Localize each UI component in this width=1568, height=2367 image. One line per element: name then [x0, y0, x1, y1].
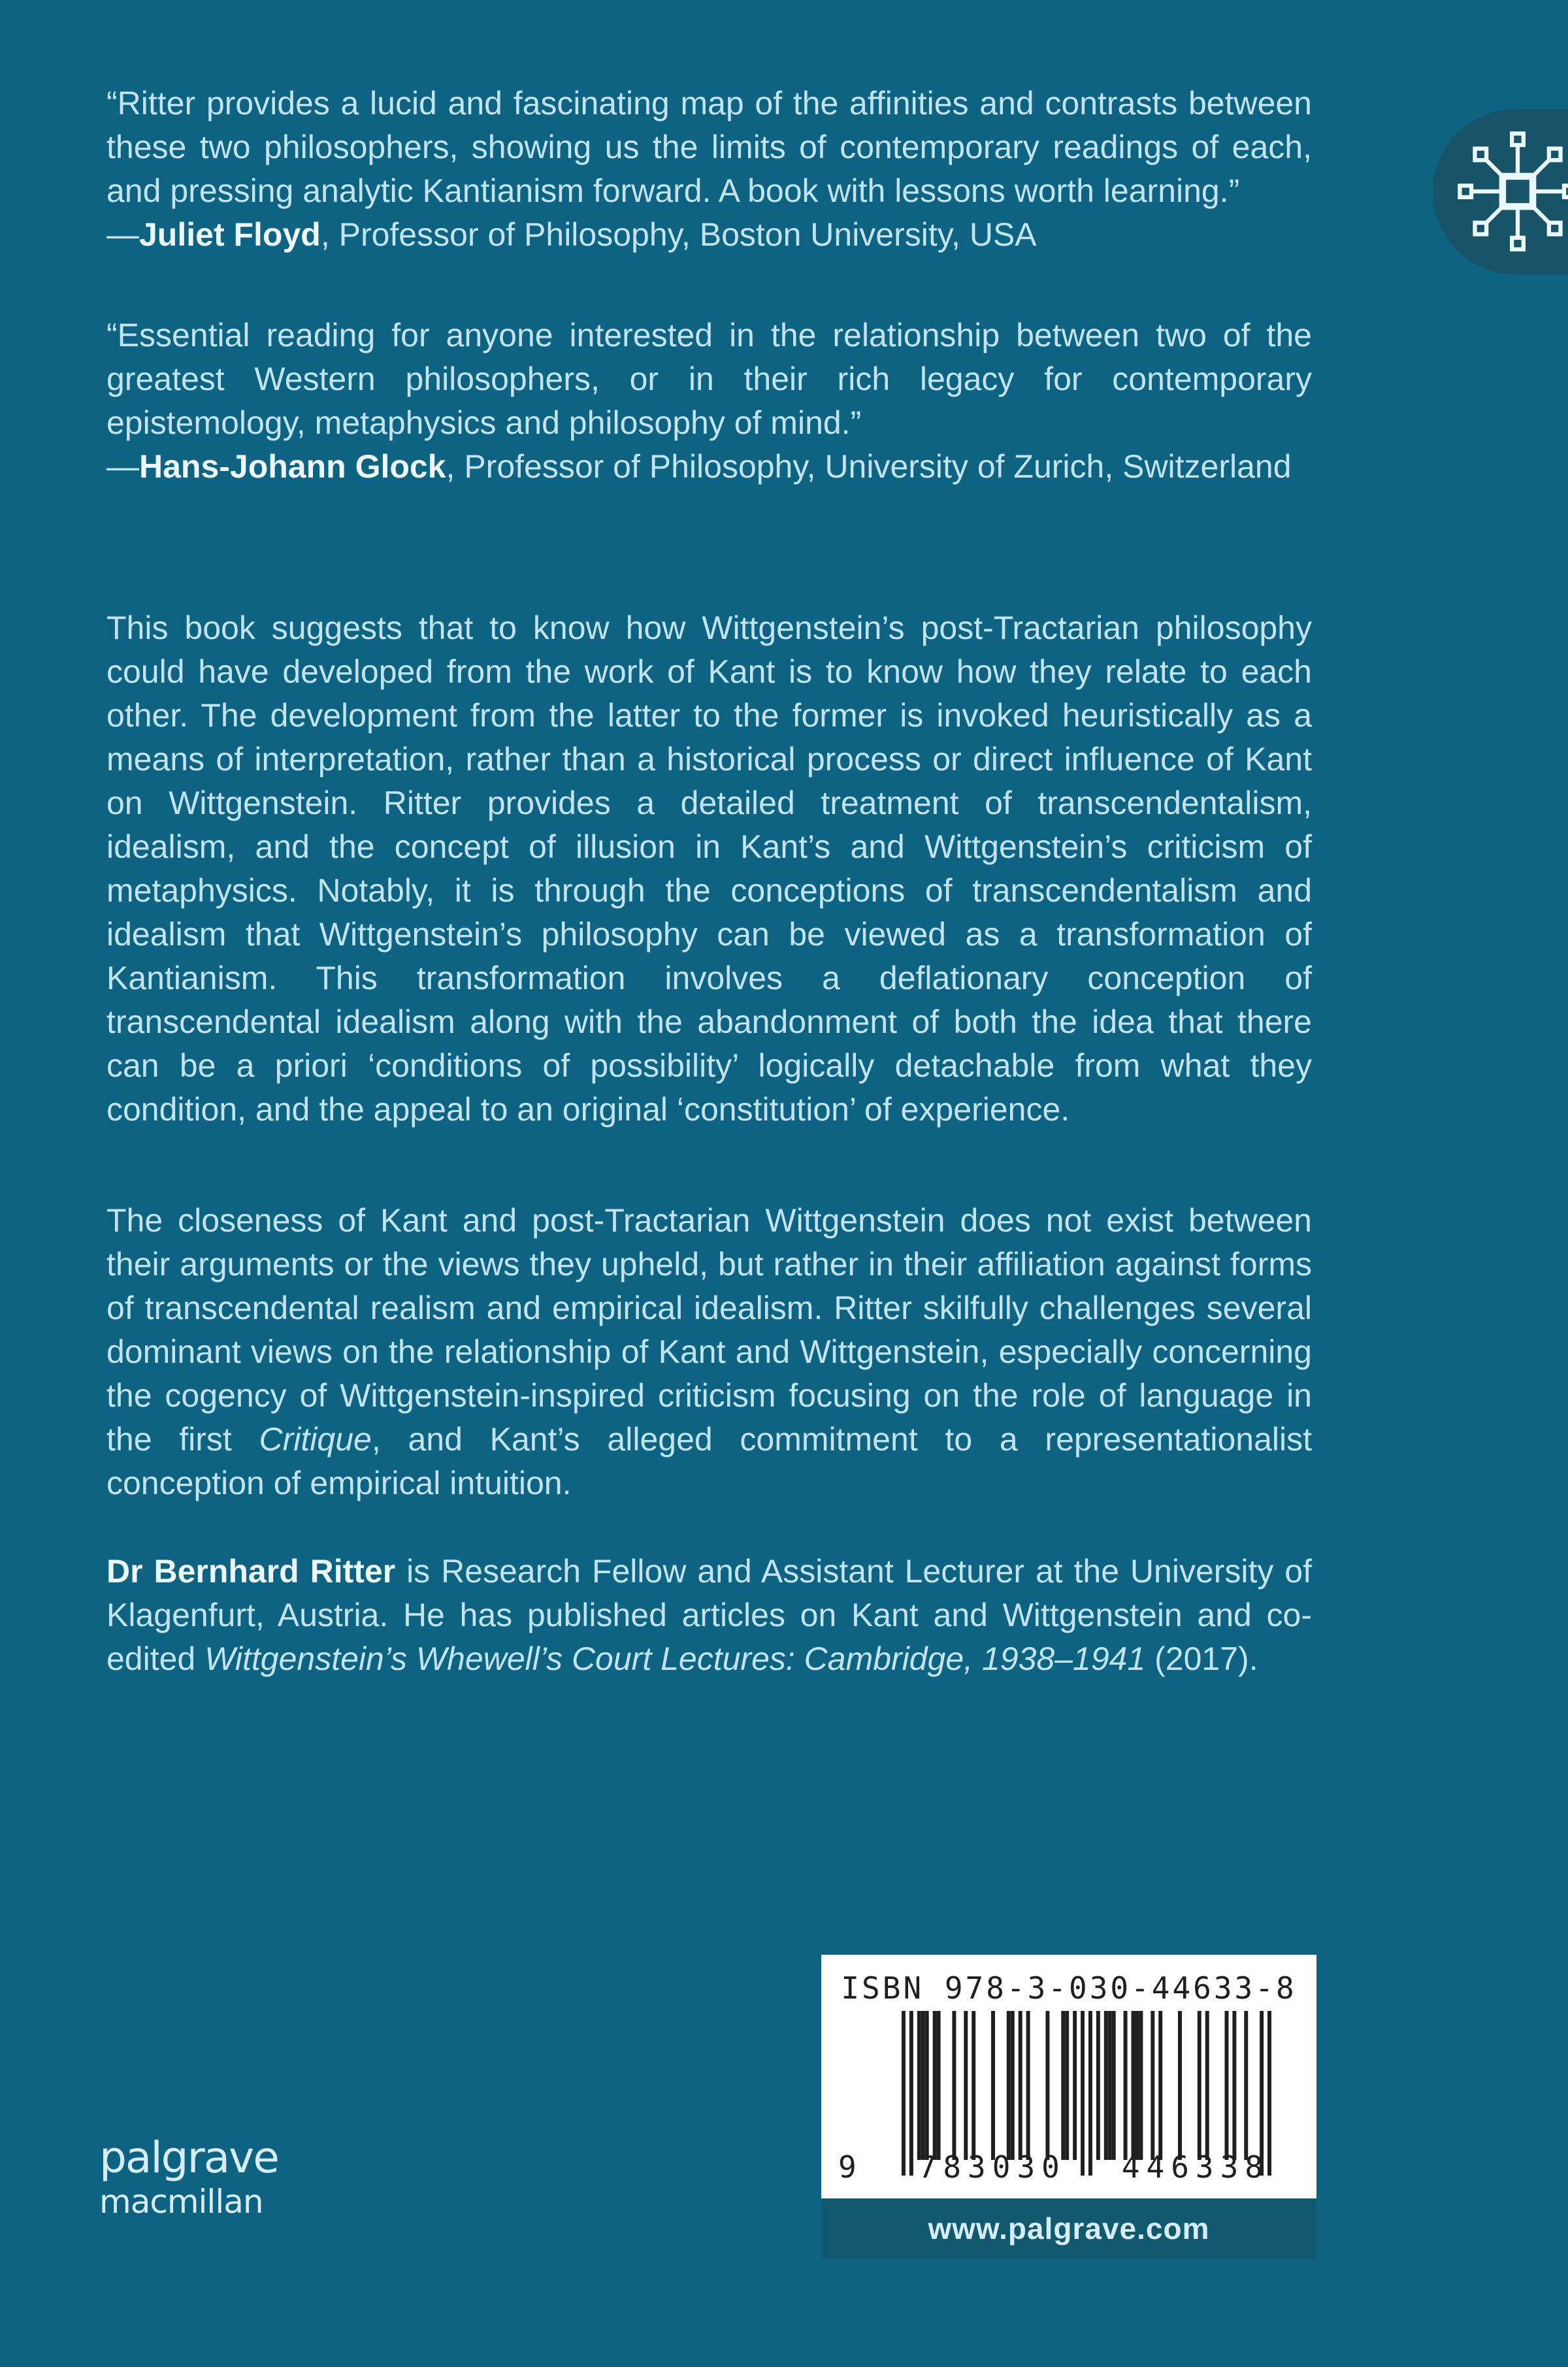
endorsement-quote-2 — [106, 314, 1312, 489]
barcode-digit-group2: 446338 — [1121, 2149, 1269, 2185]
author-bio — [106, 1550, 1312, 1681]
endorser-name: Juliet Floyd — [139, 216, 321, 253]
bio-segment: is Research Fellow and Assistant Lecturer at the University of Klagenfurt, Austria. He has published articles on Kant and Wittgenstein and co-edited — [106, 1553, 1313, 1677]
author-bio-text — [106, 1550, 1312, 1681]
barcode-digits — [838, 2149, 1269, 2185]
description-text: This book suggests that to know how Wittgenstein’s post-Tractarian philosophy could have developed from the work of Kant is to know how they relate to each other. The development from the latter to the former is invoked heuristically as a means of interpretation, rather than a historical process or direct influence of Kant on Wittgenstein. Ritter provides a detailed treatment of transcendentalism, idealism, and the concept of illusion in Kant’s and Wittgenstein’s criticism of metaphysics. Notably, it is through the conceptions of transcendentalism and idealism that Wittgenstein’s philosophy can be viewed as a transformation of Kantianism. This transformation involves a deflationary conception of transcendental idealism along with the abandonment of both the idea that there can be a priori ‘conditions of possibility’ logically detachable from what they condition, and the appeal to an original ‘constitution’ of experience. — [106, 610, 1312, 1128]
network-hub-icon — [1449, 123, 1568, 260]
barcode-panel — [821, 1955, 1316, 2198]
attribution-dash: — — [106, 216, 139, 253]
description-text — [106, 1199, 1312, 1505]
description-paragraph-1 — [106, 606, 1312, 1132]
website-strip — [821, 2198, 1316, 2259]
series-badge — [1433, 109, 1568, 274]
quote-attribution — [106, 213, 1312, 257]
endorser-name: Hans-Johann Glock — [139, 448, 446, 485]
endorsement-quote-1 — [106, 82, 1312, 257]
publisher-name-palgrave: palgrave — [99, 2132, 278, 2183]
bio-segment: (2017). — [1145, 1641, 1258, 1677]
work-title-italic: Critique — [259, 1421, 372, 1458]
description-segment: The closeness of Kant and post-Tractarian Wittgenstein does not exist between their arguments or the views they upheld, but rather in their affiliation against forms of transcendental realism and empirical idealism. Ritter skilfully challenges several dominant views on the relationship of Kant and Wittgenstein, especially concerning the cogency of Wittgenstein-inspired criticism focusing on the role of language in the first — [106, 1202, 1312, 1458]
endorser-affiliation: , Professor of Philosophy, University of Zurich, Switzerland — [446, 448, 1292, 485]
barcode-digit-first: 9 — [838, 2149, 863, 2185]
quote-text: “Essential reading for anyone interested in the relationship between two of the greatest Western philosophers, or in their rich legacy for contemporary epistemology, metaphysics and philosophy of mind.” — [106, 317, 1312, 441]
barcode-digit-group1: 783030 — [918, 2149, 1066, 2185]
publisher-logo — [99, 2132, 278, 2221]
attribution-dash: — — [106, 448, 139, 485]
description-segment: , and Kant’s alleged commitment to a representationalist conception of empirical intuition. — [106, 1421, 1312, 1501]
quote-text: “Ritter provides a lucid and fascinating map of the affinities and contrasts between these two philosophers, showing us the limits of contemporary readings of each, and pressing analytic Kantianism forward. A book with lessons worth learning.” — [106, 85, 1312, 209]
website-url: www.palgrave.com — [928, 2212, 1210, 2245]
isbn-label: ISBN 978-3-030-44633-8 — [841, 1970, 1297, 2006]
work-title-italic: Wittgenstein’s Whewell’s Court Lectures: Cambridge, 1938–1941 — [204, 1641, 1146, 1677]
quote-attribution — [106, 445, 1312, 489]
endorser-affiliation: , Professor of Philosophy, Boston University, USA — [320, 216, 1037, 253]
author-name: Dr Bernhard Ritter — [106, 1553, 396, 1590]
publisher-name-macmillan: macmillan — [99, 2183, 263, 2221]
description-paragraph-2 — [106, 1199, 1312, 1505]
